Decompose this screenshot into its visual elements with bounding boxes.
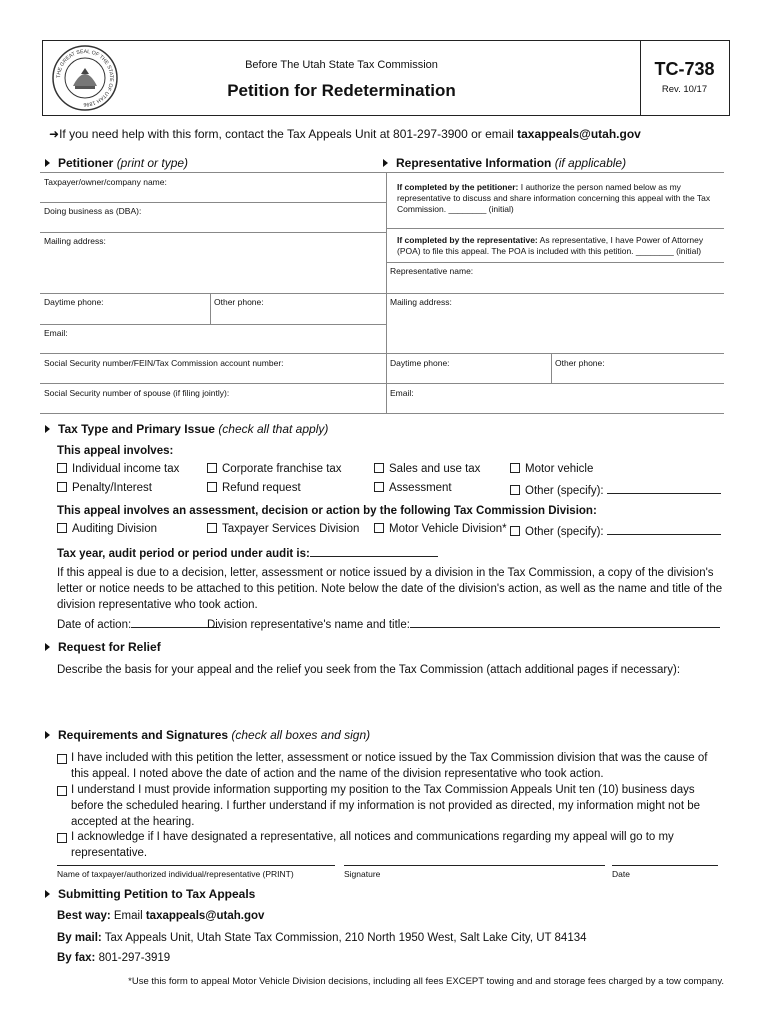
division-rep-label: Division representative's name and title: xyxy=(207,615,720,633)
email-field[interactable]: Email: xyxy=(44,328,68,338)
tax-year-input[interactable] xyxy=(310,544,438,557)
date-of-action-label: Date of action: xyxy=(57,615,219,633)
tax-type-heading: Tax Type and Primary Issue (check all that apply) xyxy=(45,422,328,436)
checkbox-motor-vehicle-division[interactable]: Motor Vehicle Division* xyxy=(374,523,507,535)
division-note: If this appeal is due to a decision, letter, assessment or notice issued by a division in the Tax Commission, a copy of the division's letter or notice needs to be attached to this petition. Note below the date of the division's action, as well as the name and title of the division representative who took action. xyxy=(57,567,723,611)
revision-date: Rev. 10/17 xyxy=(661,84,708,95)
checkbox-other-division[interactable]: Other (specify): xyxy=(510,523,721,538)
checkbox-motor-vehicle[interactable]: Motor vehicle xyxy=(510,463,593,475)
spouse-ssn-field[interactable]: Social Security number of spouse (if filing jointly): xyxy=(44,388,230,398)
name-print-label: Name of taxpayer/authorized individual/representative (PRINT) xyxy=(57,869,294,879)
petitioner-heading: Petitioner (print or type) xyxy=(45,156,188,170)
form-header xyxy=(42,40,730,116)
checkbox-individual-income-tax[interactable]: Individual income tax xyxy=(57,463,179,475)
submitting-heading: Submitting Petition to Tax Appeals xyxy=(45,887,255,901)
svg-text:THE GREAT SEAL OF THE STATE OF: THE GREAT SEAL OF THE STATE OF UTAH 1896 xyxy=(55,48,115,108)
representative-name-field[interactable]: Representative name: xyxy=(390,266,474,276)
submit-email-link[interactable]: taxappeals@utah.gov xyxy=(145,910,265,922)
triangle-bullet-icon xyxy=(45,890,50,898)
checkbox-other-tax-type[interactable]: Other (specify): xyxy=(510,482,721,497)
requirement-item: I understand I must provide information supporting my position to the Tax Commission Appeals Unit ten (10) business days before the scheduled hearing. I further understand if my information is not provided as directed, my information might not be accepted at the hearing. xyxy=(57,782,725,830)
triangle-bullet-icon xyxy=(45,159,50,167)
agency-name: Before The Utah State Tax Commission xyxy=(245,59,438,71)
triangle-bullet-icon xyxy=(383,159,388,167)
relief-textarea[interactable] xyxy=(57,680,723,720)
other-phone-field[interactable]: Other phone: xyxy=(214,297,264,307)
requirement-item: I have included with this petition the letter, assessment or notice issued by the Tax Commission division that was the cause of this appeal. I noted above the date of action and the name of the division representative who took action. xyxy=(57,750,725,782)
rep-daytime-phone-field[interactable]: Daytime phone: xyxy=(390,358,450,368)
help-line: ➜If you need help with this form, contact the Tax Appeals Unit at 801-297-3900 or email taxappeals@utah.gov xyxy=(49,127,641,141)
fax-line: By fax: 801-297-3919 xyxy=(57,952,171,964)
checkbox-penalty-interest[interactable]: Penalty/Interest xyxy=(57,482,152,494)
mail-line: By mail: Tax Appeals Unit, Utah State Tax Commission, 210 North 1950 West, Salt Lake City, UT 84134 xyxy=(57,932,587,944)
checkbox-corporate-franchise-tax[interactable]: Corporate franchise tax xyxy=(207,463,342,475)
tax-year-label: Tax year, audit period or period under audit is: xyxy=(57,544,438,562)
requirements-heading: Requirements and Signatures (check all boxes and sign) xyxy=(45,728,370,742)
signature-line[interactable] xyxy=(344,865,605,866)
relief-heading: Request for Relief xyxy=(45,640,161,654)
footnote: *Use this form to appeal Motor Vehicle Division decisions, including all fees EXCEPT towing and and storage fees charged by a tow company. xyxy=(128,976,724,987)
triangle-bullet-icon xyxy=(45,425,50,433)
name-print-line[interactable] xyxy=(57,865,335,866)
requirement-checkbox-2[interactable] xyxy=(57,786,67,796)
date-line[interactable] xyxy=(612,865,718,866)
rep-mailing-address-field[interactable]: Mailing address: xyxy=(390,297,452,307)
date-label: Date xyxy=(612,869,630,879)
checkbox-sales-use-tax[interactable]: Sales and use tax xyxy=(374,463,480,475)
signature-label: Signature xyxy=(344,869,381,879)
division-rep-input[interactable] xyxy=(410,615,720,628)
best-way-line: Best way: Email taxappeals@utah.gov xyxy=(57,910,265,922)
checkbox-auditing-division[interactable]: Auditing Division xyxy=(57,523,157,535)
dba-field[interactable]: Doing business as (DBA): xyxy=(44,206,142,216)
triangle-bullet-icon xyxy=(45,731,50,739)
arrow-right-icon: ➜ xyxy=(49,127,60,141)
other-division-input[interactable] xyxy=(607,523,721,535)
state-seal-icon xyxy=(51,44,119,112)
requirement-checkbox-3[interactable] xyxy=(57,833,67,843)
rep-other-phone-field[interactable]: Other phone: xyxy=(555,358,605,368)
requirement-item: I acknowledge if I have designated a representative, all notices and communications regarding my appeal will go to my representative. xyxy=(57,829,737,861)
requirement-checkbox-1[interactable] xyxy=(57,754,67,764)
rep-email-field[interactable]: Email: xyxy=(390,388,414,398)
help-email-link[interactable]: taxappeals@utah.gov xyxy=(517,127,641,141)
triangle-bullet-icon xyxy=(45,643,50,651)
daytime-phone-field[interactable]: Daytime phone: xyxy=(44,297,104,307)
form-title: Petition for Redetermination xyxy=(227,81,456,100)
checkbox-taxpayer-services[interactable]: Taxpayer Services Division xyxy=(207,523,359,535)
checkbox-assessment[interactable]: Assessment xyxy=(374,482,452,494)
form-number: TC-738 xyxy=(654,59,715,79)
other-tax-type-input[interactable] xyxy=(607,482,721,494)
representative-authorization: If completed by the representative: As representative, I have Power of Attorney (POA) to file this appeal. The POA is included with this petition. ________ (initial) xyxy=(397,235,704,256)
checkbox-refund-request[interactable]: Refund request xyxy=(207,482,301,494)
division-label: This appeal involves an assessment, decision or action by the following Tax Commission Division: xyxy=(57,505,597,517)
appeal-involves-label: This appeal involves: xyxy=(57,445,174,457)
petitioner-authorization: If completed by the petitioner: I authorize the person named below as my representative to discuss and share information concerning this appeal with the Tax Commission. ________ (initial) xyxy=(397,182,711,214)
mailing-address-field[interactable]: Mailing address: xyxy=(44,236,106,246)
representative-heading: Representative Information (if applicable) xyxy=(383,156,626,170)
taxpayer-name-field[interactable]: Taxpayer/owner/company name: xyxy=(44,177,167,187)
date-of-action-input[interactable] xyxy=(131,615,219,628)
ssn-field[interactable]: Social Security number/FEIN/Tax Commission account number: xyxy=(44,358,284,368)
relief-instructions: Describe the basis for your appeal and the relief you seek from the Tax Commission (attach additional pages if necessary): xyxy=(57,664,681,676)
